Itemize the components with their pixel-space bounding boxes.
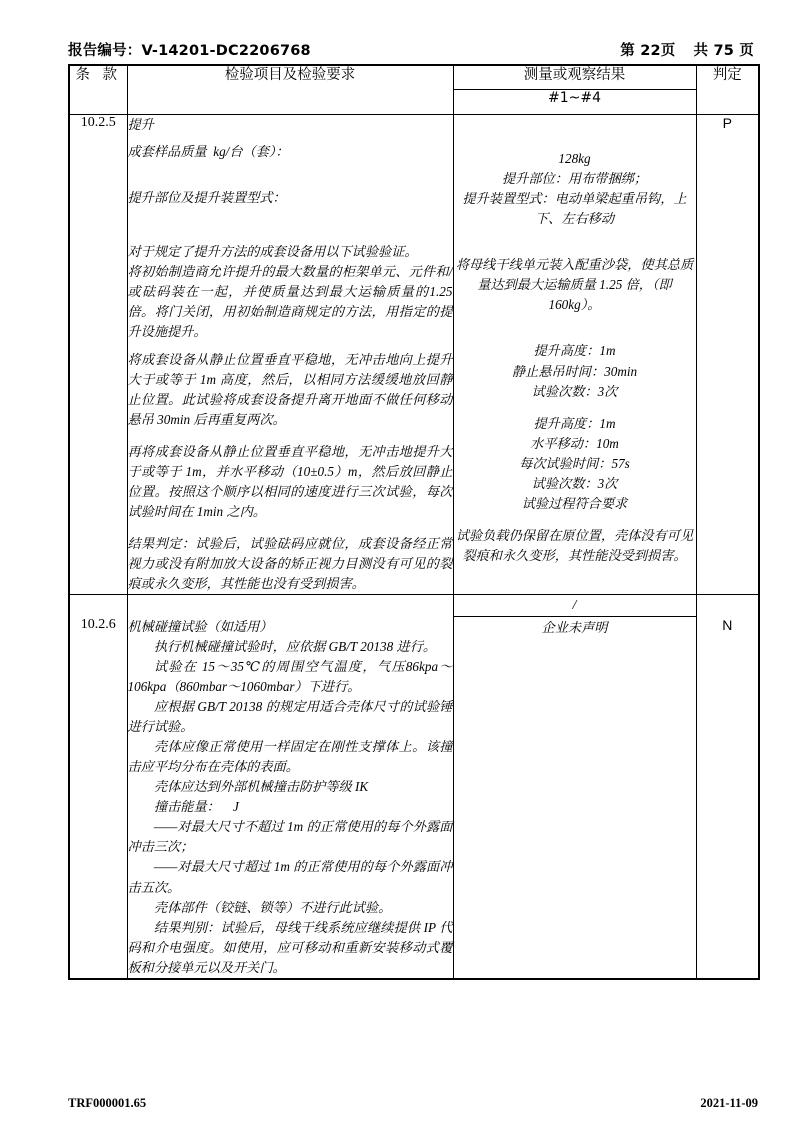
item-line: ——对最大尺寸不超过 1m 的正常使用的每个外露面冲击三次； — [127, 819, 453, 855]
clause-spacer — [69, 595, 127, 617]
item-line: 应根据 GB/T 20138 的规定用适合壳体尺寸的试验锤进行试验。 — [127, 698, 453, 734]
item-line: 成套样品质量 kg/台（套）： — [127, 144, 289, 160]
item-line: 提升 — [127, 117, 154, 132]
item-line: 壳体部件（铰链、锁等）不进行此试验。 — [153, 899, 392, 915]
result-line: 静止悬吊时间：30min — [511, 363, 638, 379]
item-line: 壳体应达到外部机械撞击防护等级 IK — [153, 779, 369, 795]
result-slash: / — [453, 595, 696, 617]
form-number: TRF000001.65 — [68, 1096, 147, 1110]
column-header-clause: 条 款 — [69, 65, 127, 115]
item-line: 撞击能量： J — [153, 799, 239, 815]
verdict-value: N — [696, 617, 759, 979]
result-line: 试验次数：3次 — [531, 475, 618, 491]
report-number: 报告编号：V-14201-DC2206768 — [68, 42, 311, 59]
result-line: 提升装置型式：电动单梁起重吊钩，上下、左右移动 — [462, 191, 687, 227]
page-current: 第 22页 — [620, 42, 676, 59]
item-line: ——对最大尺寸超过 1m 的正常使用的每个外露面冲击五次。 — [127, 859, 453, 895]
document-footer — [68, 1096, 758, 1111]
inspection-item-text — [127, 617, 453, 979]
page-indicator — [620, 39, 760, 60]
document-date: 2021-11-09 — [700, 1096, 758, 1110]
inspection-results-table — [68, 64, 760, 980]
result-line: 128kg — [558, 151, 591, 166]
result-line: 试验负载仍保留在原位置，壳体没有可见裂痕和永久变形，其性能没受到损害。 — [455, 527, 694, 563]
result-line: 试验次数：3次 — [531, 383, 618, 399]
item-line: 壳体应像正常使用一样固定在刚性支撑体上。该撞击应平均分布在壳体的表面。 — [127, 739, 453, 775]
result-line: 每次试验时间：57s — [519, 455, 630, 471]
result-line: 水平移动：10m — [530, 435, 619, 451]
measurement-result-text — [453, 115, 696, 595]
table-row — [69, 617, 759, 979]
item-line: 再将成套设备从静止位置垂直平稳地，无冲击地提升大于或等于 1m，并水平移动（10±0.5）m，然后放回静止位置。按照这个顺序以相同的速度进行三次试验，每次试验时间在 1min 之内。 — [127, 443, 453, 519]
column-header-result: 测量或观察结果 — [453, 65, 696, 90]
clause-number: 10.2.6 — [69, 617, 127, 979]
verdict-value: P — [696, 115, 759, 595]
column-header-verdict: 判定 — [696, 65, 759, 115]
result-line: 试验过程符合要求 — [521, 495, 628, 511]
inspection-item-text — [127, 115, 456, 595]
item-line: 对于规定了提升方法的成套设备用以下试验验证。 — [127, 244, 418, 260]
item-line: 机械碰撞试验（如适用） — [127, 618, 273, 634]
result-line: 将母线干线单元装入配重沙袋，使其总质量达到最大运输质量 1.25 倍，（即160kg）。 — [455, 257, 694, 313]
item-line: 结果判定：试验后，试验砝码应就位，成套设备经正常视力或没有附加放大设备的矫正视力目测没有可见的裂痕或永久变形，其性能也没有受到损害。 — [127, 536, 453, 592]
item-line: 试验在 15～35℃的周围空气温度，气压86kpa～106kpa（860mbar～1060mbar）下进行。 — [127, 658, 453, 694]
document-header — [68, 38, 760, 60]
item-line: 将初始制造商允许提升的最大数量的柜架单元、元件和/或砝码装在一起，并使质量达到最大运输质量的1.25 倍。将门关闭，用初始制造商规定的方法，用指定的提升设施提升。 — [127, 264, 456, 340]
column-header-result-sub: #1~#4 — [453, 90, 696, 115]
clause-number: 10.2.5 — [69, 115, 127, 595]
page-total: 共 75 页 — [693, 42, 754, 59]
table-header — [69, 65, 759, 115]
item-line: 结果判别：试验后，母线干线系统应继续提供 IP 代码和介电强度。如使用，应可移动和重新安装移动式覆板和分接单元以及开关门。 — [127, 919, 453, 975]
table-body — [69, 115, 759, 979]
measurement-result-text: 企业未声明 — [453, 617, 696, 979]
table-row — [69, 115, 759, 595]
column-header-item: 检验项目及检验要求 — [127, 65, 453, 115]
result-line: 提升部位：用布带捆绑； — [501, 171, 648, 187]
item-line: 提升部位及提升装置型式： — [127, 190, 286, 206]
item-line: 执行机械碰撞试验时，应依据 GB/T 20138 进行。 — [153, 638, 437, 654]
table-row-separator — [69, 595, 759, 617]
result-line: 提升高度：1m — [533, 343, 616, 359]
verdict-spacer — [696, 595, 759, 617]
result-line: 提升高度：1m — [533, 415, 616, 431]
item-spacer — [127, 595, 453, 617]
item-line: 将成套设备从静止位置垂直平稳地，无冲击地向上提升大于或等于 1m 高度，然后，以相同方法缓缓地放回静止位置。此试验将成套设备提升离开地面不做任何移动悬吊 30min 后再重复两次。 — [127, 351, 453, 427]
